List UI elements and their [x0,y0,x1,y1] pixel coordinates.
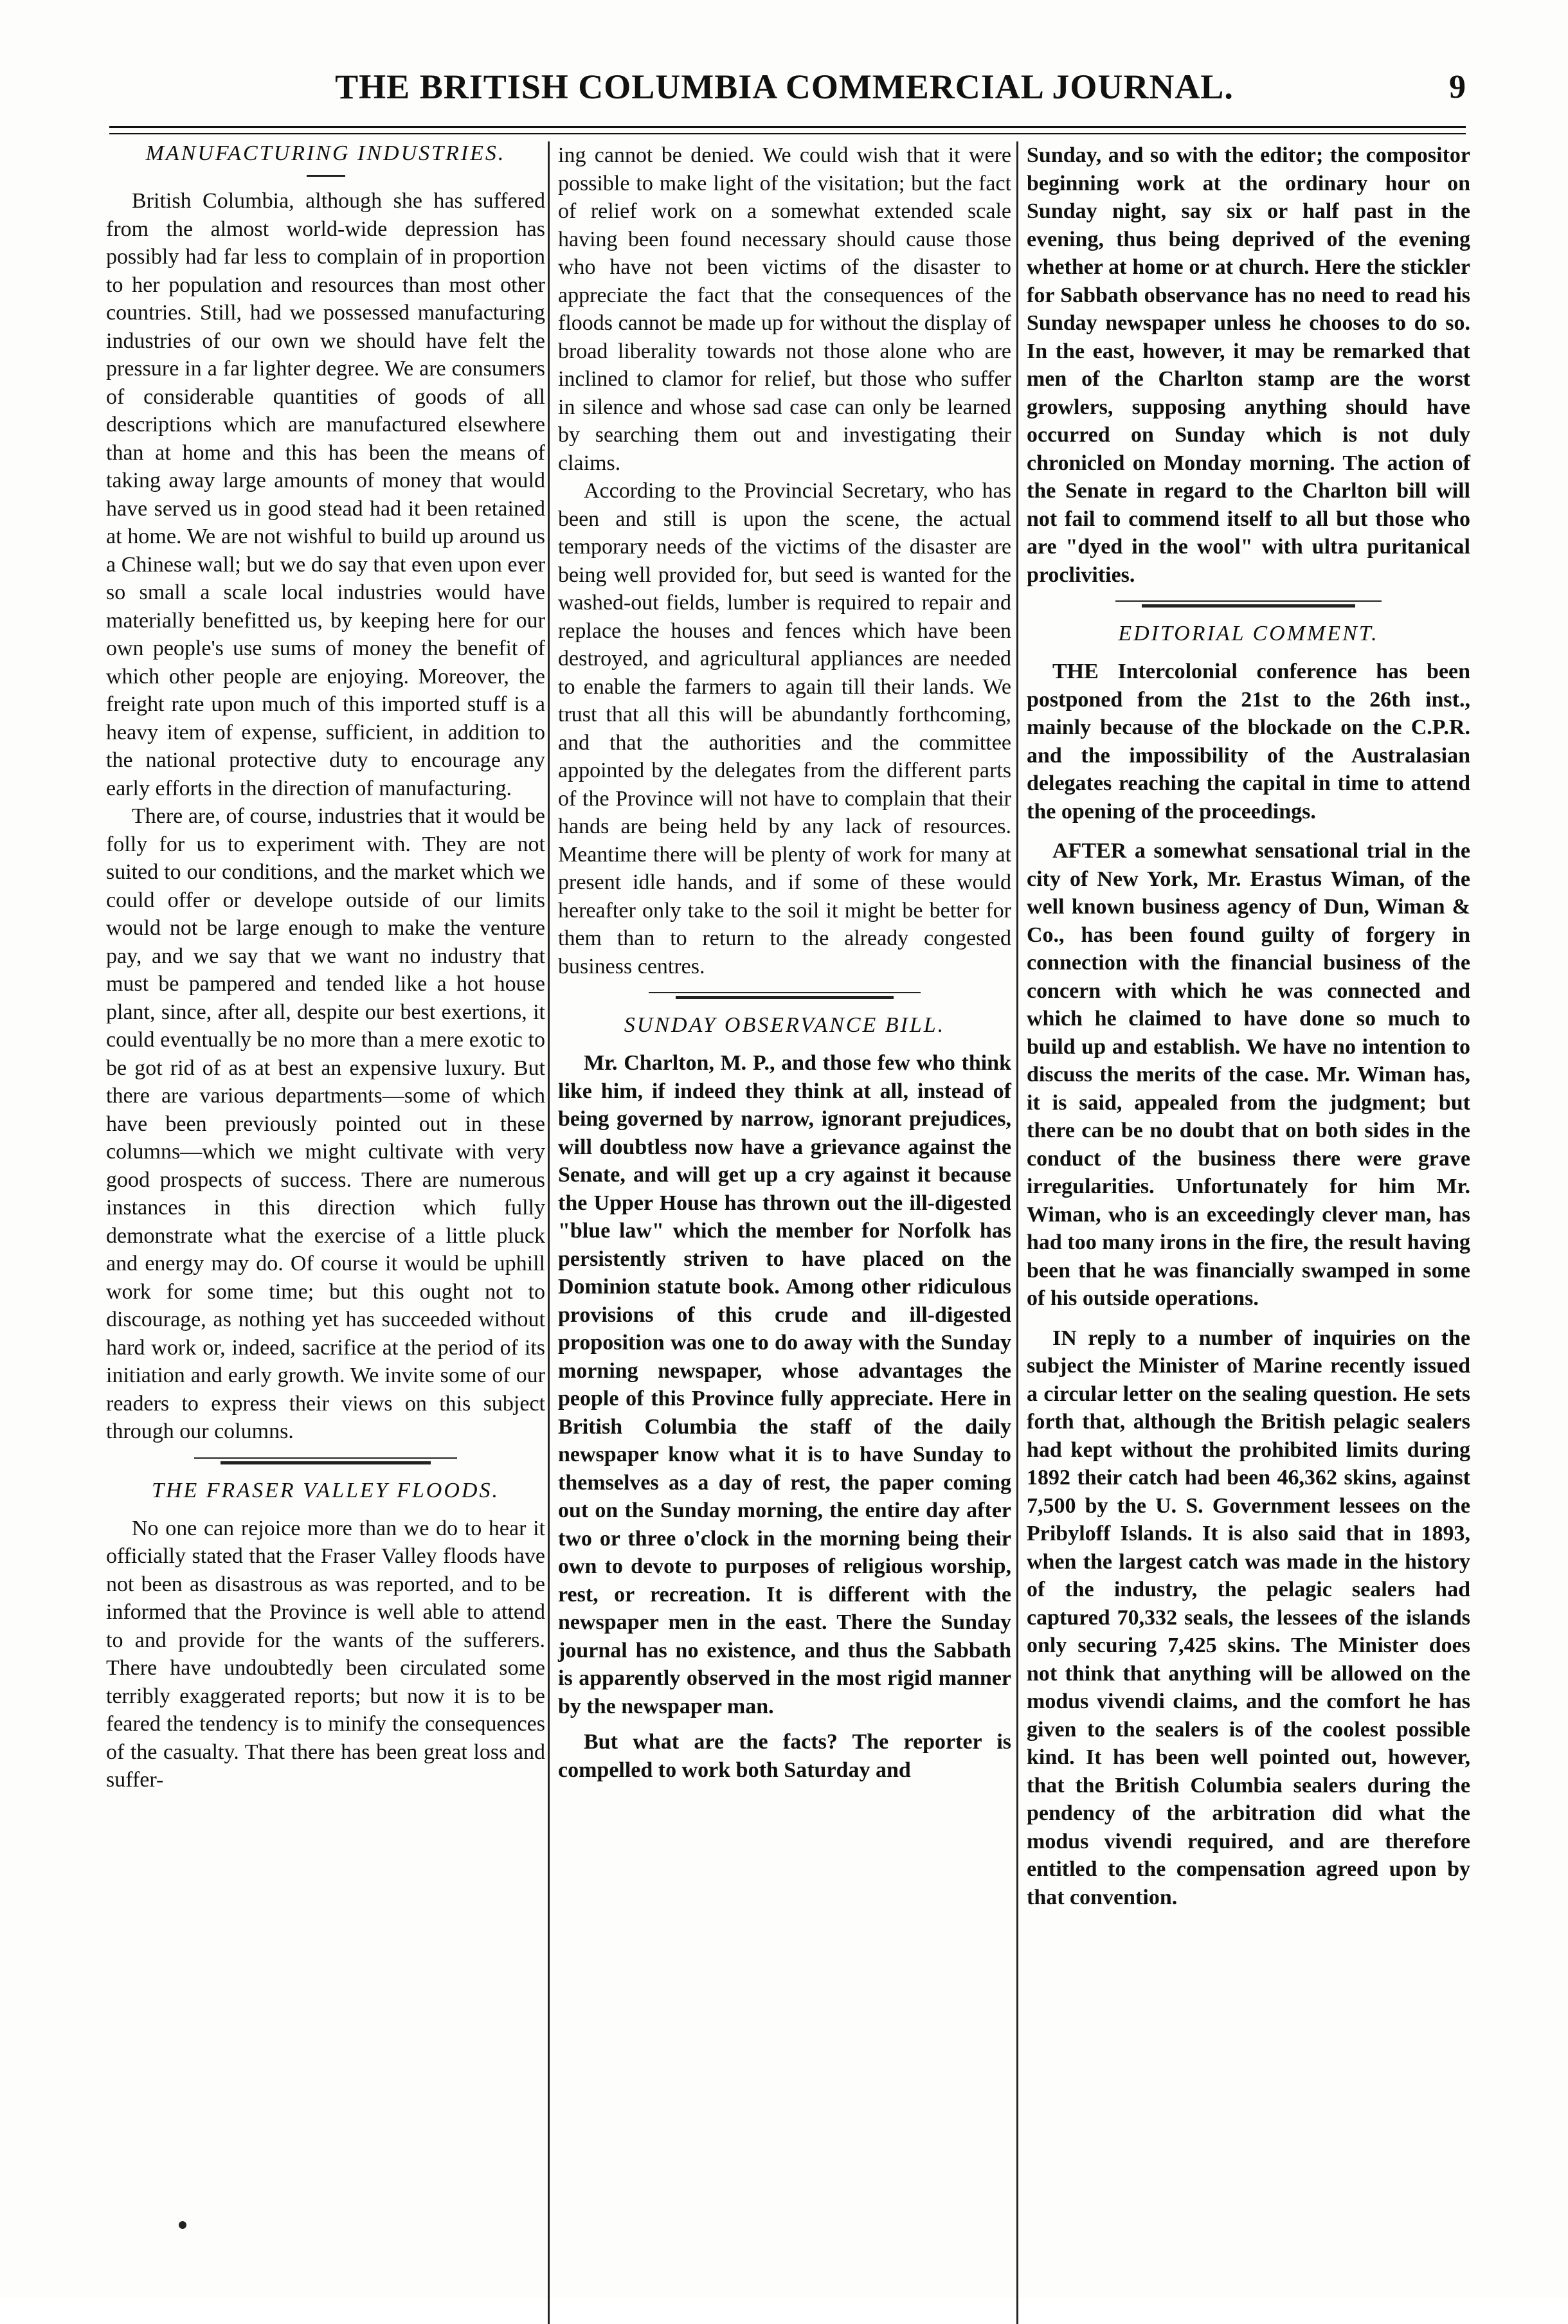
publication-title: THE BRITISH COLUMBIA COMMERCIAL JOURNAL. [335,68,1234,106]
header-rule-thick [109,126,1466,128]
article-paragraph: But what are the facts? The reporter is compelled to work both Saturday and [558,1730,1011,1782]
editorial-paragraph: THE Intercolonial conference has been postponed from the 21st to the 26th inst., mainly because of the blockade on the C.P.R. and the impossibility of the Australasian delegates reaching the capital in time to attend the opening of the proceedings. [1027,660,1470,824]
header-rule-thin [109,133,1466,134]
heading-fraser-valley-floods: THE FRASER VALLEY FLOODS. [152,1478,500,1502]
article-paragraph: No one can rejoice more than we do to hear it officially stated that the Fraser Valley floods have not been as disastrous as was reported, and to be informed that the Province is well able to attend to and provide for the wants of the sufferers. There have undoubtedly been circulated some terribly exaggerated reports; but now it is to be feared the tendency is to minify the consequences of the casualty. That there has been great loss and suffer- [106,1516,545,1792]
heading-sunday-observance-bill: SUNDAY OBSERVANCE BILL. [624,1013,946,1037]
section-separator [194,1457,458,1464]
editorial-paragraph: IN reply to a number of inquiries on the subject the Minister of Marine recently issued a circular letter on the sealing question. He sets forth that, although the British pelagic sealers had kept without the prohibited limits during 1892 their catch had been 46,362 skins, against 7,500 by the U. S. Government lessees on the Pribyloff Islands. It is also said that in 1893, when the largest catch was made in the history of the industry, the pelagic sealers had captured 70,332 seals, the lessees of the islands only securing 7,425 skins. The Minister does not think that anything will be allowed on the modus vivendi claims, and the comfort he has given to the sealers is of the coolest possible kind. It has been well pointed out, however, that the British Columbia sealers during the pendency of the arbitration did what the modus vivendi required, and are therefore entitled to the compensation agreed upon by that convention. [1027,1326,1470,1909]
article-paragraph: ing cannot be denied. We could wish that it were possible to make light of the visitation; but the fact of relief work on a somewhat extended scale having been found necessary should cause those who have not been victims of the disaster to appreciate the fact that the consequences of the floods cannot be made up for without the display of broad liberality towards not those alone who are inclined to clamor for relief, but those who suffer in silence and whose sad case can only be learned by searching them out and investigating their claims. [558,143,1011,475]
section-separator [1115,600,1382,608]
page-mark-dot [179,2221,186,2229]
section-separator [649,992,921,999]
page-number: 9 [1449,69,1466,105]
column-3 [1027,141,1470,1911]
editorial-paragraph: AFTER a somewhat sensational trial in the city of New York, Mr. Erastus Wiman, of the well known business agency of Dun, Wiman & Co., has been found guilty of forgery in connection with the financial business of the concern with which he was connected and which he claimed to have done so much to build up and establish. We have no intention to discuss the merits of the case. Mr. Wiman has, it is said, appealed from the judgment; but there can be no doubt that on both sides in the conduct of the business there were grave irregularities. Unfortunately for him Mr. Wiman, who is an exceedingly clever man, has had too many irons in the fire, the result having been that he was financially swamped in some of his outside operations. [1027,839,1470,1310]
column-divider-2 [1016,141,1018,2324]
heading-editorial-comment: EDITORIAL COMMENT. [1118,622,1379,645]
article-paragraph: Sunday, and so with the editor; the compositor beginning work at the ordinary hour on Sunday night, say six or half past in the evening, thus being deprived of the evening whether at home or at church. Here the stickler for Sabbath observance has no need to read his Sunday newspaper unless he chooses to do so. In the east, however, it may be remarked that men of the Charlton stamp are the worst growlers, supposing anything should have occurred on Sunday which is not duly chronicled on Monday morning. The action of the Senate in regard to the Charlton bill will not fail to commend itself to all but those who are "dyed in the wool" with ultra puritanical proclivities. [1027,143,1470,587]
article-paragraph: Mr. Charlton, M. P., and those few who think like him, if indeed they think at all, instead of being governed by narrow, ignorant prejudices, will doubtless now have a grievance against the Senate, and will get up a cry against it because the Upper House has thrown out the ill-digested "blue law" which the member for Norfolk has persistently striven to have placed on the Dominion statute book. Among other ridiculous provisions of this crude and ill-digested proposition was one to do away with the Sunday morning newspaper, whose advantages the people of this Province fully appreciate. Here in British Columbia the staff of the daily newspaper know what it is to have Sunday to themselves as a day of rest, the paper coming out on the Sunday morning, the entire day after two or three o'clock in the morning being their own to devote to purposes of religious worship, rest, or recreation. It is different with the newspaper men in the east. There the Sunday journal has no existence, and thus the Sabbath is apparently observed in the most rigid manner by the newspaper man. [558,1051,1011,1718]
heading-dash [307,175,345,177]
article-paragraph: British Columbia, although she has suffered from the almost world-wide depression has possibly had far less to complain of in proportion to her population and resources than most other countries. Still, had we possessed manufacturing industries of our own we should have felt the pressure in a far lighter degree. We are consumers of considerable quantities of goods of all descriptions which are manufactured elsewhere than at home and this has been the means of taking away large amounts of money that would have served us in good stead had it been retained at home. We are not wishful to build up around us a Chinese wall; but we do say that even upon ever so small a scale local industries would have materially benefitted us, by keeping here for our own people's use sums of money the benefit of which other people are enjoying. Moreover, the freight rate upon much of this imported stuff is a heavy item of expense, sufficient, in addition to the national protective duty to encourage any early efforts in the direction of manufacturing. [106,189,545,800]
masthead [103,55,1466,126]
article-paragraph: There are, of course, industries that it would be folly for us to experiment with. They are not suited to our conditions, and the market which we could offer or develope outside of our limits would not be large enough to make the venture pay, and we say that we want no industry that must be pampered and tended like a hot house plant, since, after all, despite our best exertions, it could eventually be no more than a mere exotic to be got rid of as at best an expensive luxury. But there are various departments—some of which have been previously pointed out in these columns—which we might cultivate with very good prospects of success. There are numerous instances in this direction which fully demonstrate what the exercise of a little pluck and energy may do. Of course it would be uphill work for some time; but this ought not to discourage, as nothing yet has succeeded without hard work or, indeed, sacrifice at the period of its initiation and early growth. We invite some of our readers to express their views on this subject through our columns. [106,804,545,1443]
article-paragraph: According to the Provincial Secretary, who has been and still is upon the scene, the actual temporary needs of the victims of the disaster are being well provided for, but seed is wanted for the washed-out fields, lumber is required to repair and replace the houses and fences which have been destroyed, and agricultural appliances are needed to enable the farmers to again till their lands. We trust that all this will be abundantly forthcoming, and that the authorities and the committee appointed by the delegates from the different parts of the Province will not have to complain that their hands are being held by any lack of resources. Meantime there will be plenty of work for many at present idle hands, and if some of these would hereafter only take to the soil it might be better for them than to return to the already congested business centres. [558,479,1011,978]
column-1 [106,141,545,1794]
column-2 [558,141,1011,1784]
heading-manufacturing-industries: MANUFACTURING INDUSTRIES. [145,141,506,165]
column-divider-1 [548,141,550,2324]
